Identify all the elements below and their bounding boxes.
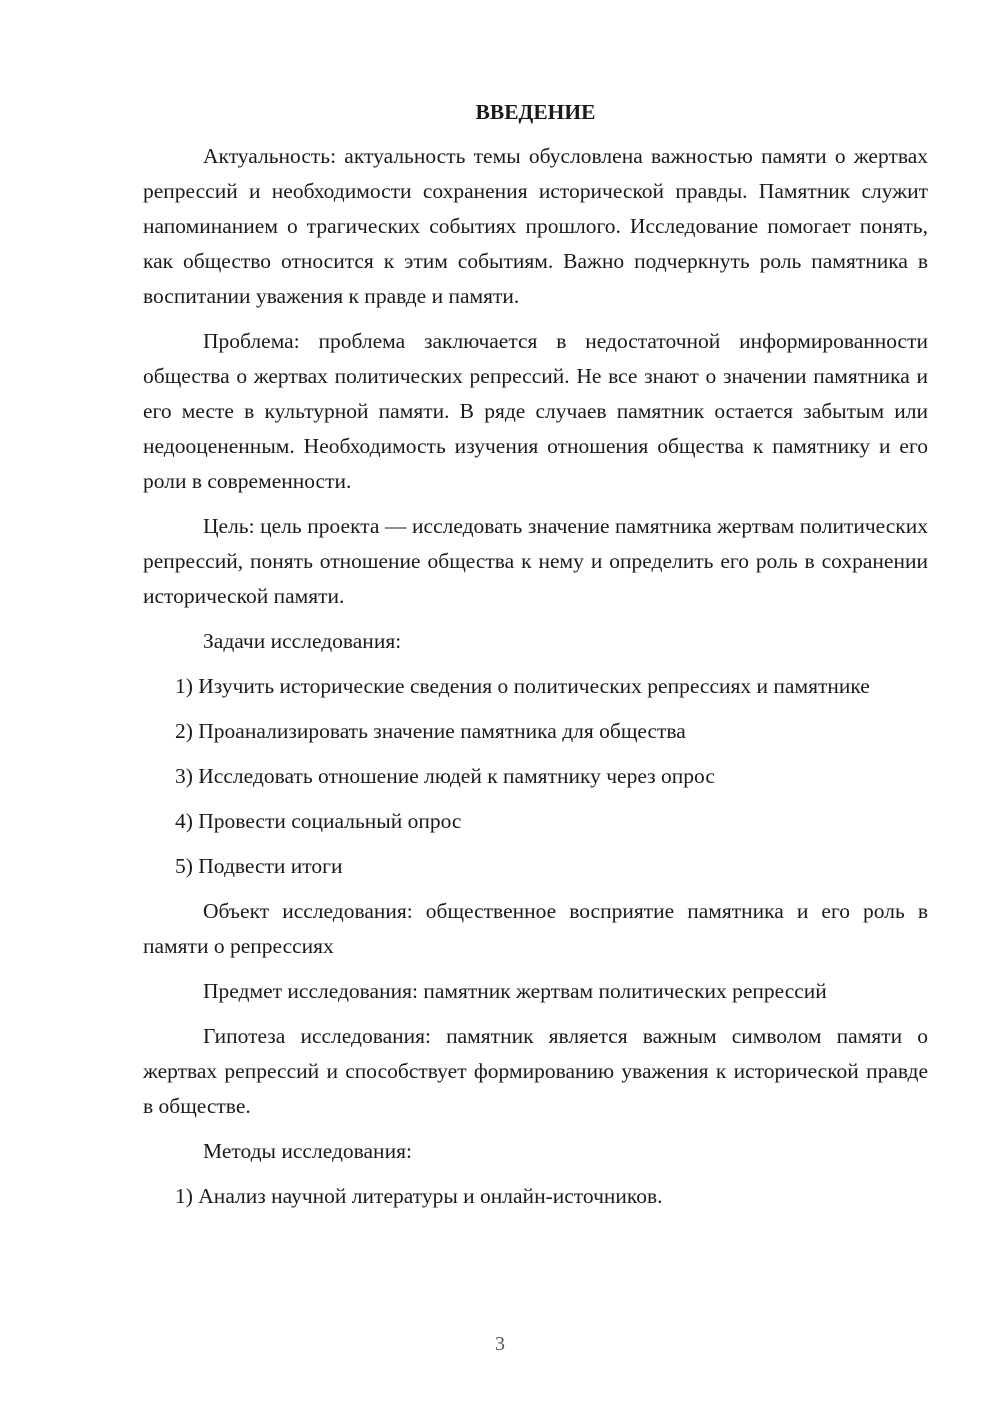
task-item-2: 2) Проанализировать значение памятника для общества: [175, 719, 686, 743]
problem-paragraph: Проблема: проблема заключается в недостаточной информированности общества о жертвах политических репрессий. Не все знают о значении памятника и его месте в культурной памяти. В ряде случаев памятник остается забытым или недооцененным. Необходимость изучения отношения общества к памятнику и его роли в современности.: [143, 329, 928, 493]
relevance-paragraph: Актуальность: актуальность темы обусловлена важностью памяти о жертвах репрессий и необходимости сохранения исторической правды. Памятник служит напоминанием о трагических событиях прошлого. Исследование помогает понять, как общество относится к этим событиям. Важно подчеркнуть роль памятника в воспитании уважения к правде и памяти.: [143, 144, 928, 308]
section-title: ВВЕДЕНИЕ: [475, 100, 596, 124]
goal-paragraph: Цель: цель проекта — исследовать значение памятника жертвам политических репрессий, понять отношение общества к нему и определить его роль в сохранении исторической памяти.: [143, 514, 928, 608]
task-item-3: 3) Исследовать отношение людей к памятнику через опрос: [175, 764, 715, 788]
hypothesis-paragraph: Гипотеза исследования: памятник является важным символом памяти о жертвах репрессий и способствует формированию уважения к исторической правде в обществе.: [143, 1024, 928, 1118]
methods-heading: Методы исследования:: [203, 1139, 412, 1163]
subject-paragraph: Предмет исследования: памятник жертвам политических репрессий: [203, 979, 827, 1003]
object-paragraph: Объект исследования: общественное восприятие памятника и его роль в памяти о репрессиях: [143, 899, 928, 958]
method-item-1: 1) Анализ научной литературы и онлайн-источников.: [175, 1184, 663, 1208]
task-item-5: 5) Подвести итоги: [175, 854, 343, 878]
document-body: [143, 95, 928, 1224]
page-number: 3: [495, 1333, 505, 1355]
task-item-4: 4) Провести социальный опрос: [175, 809, 462, 833]
task-item-1: 1) Изучить исторические сведения о политических репрессиях и памятнике: [175, 674, 870, 698]
tasks-heading: Задачи исследования:: [203, 629, 402, 653]
